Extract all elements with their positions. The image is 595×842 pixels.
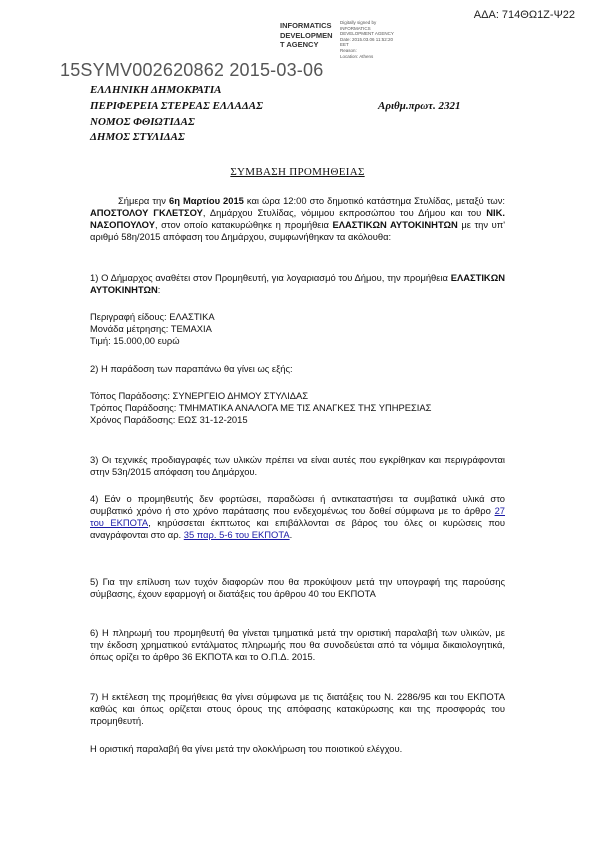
clause-4 <box>90 493 505 541</box>
spec-unit: Μονάδα μέτρησης: ΤΕΜΑΧΙΑ <box>90 323 212 334</box>
clause-1 <box>90 272 505 296</box>
intro-paragraph <box>90 195 505 243</box>
document-title: ΣΥΜΒΑΣΗ ΠΡΟΜΗΘΕΙΑΣ <box>230 166 365 178</box>
clause-6: 6) Η πληρωμή του προμηθευτή θα γίνεται τμηματικά μετά την οριστική παραλαβή των υλικών, με την έκδοση χρηματικού εντάλματος πληρωμής που θα συνοδεύεται από τα νόμιμα δικαιολογητικά, όπως ορίζει το άρθρο 36 ΕΚΠΟΤΑ και το Ο.Π.Δ. 2015. <box>90 627 505 662</box>
clause-7: 7) Η εκτέλεση της προμήθειας θα γίνει σύμφωνα με τις διατάξεις του Ν. 2286/95 και του ΕΚΠΟΤΑ καθώς και όπως ορίζεται στους όρους της απόφασης κατακύρωσης και της προσφοράς του προμηθευτή. <box>90 691 505 726</box>
header-prefecture: ΝΟΜΟΣ ΦΘΙΩΤΙΔΑΣ <box>90 116 195 128</box>
ada-code: ΑΔΑ: 714ΘΩ1Ζ-Ψ22 <box>473 9 575 21</box>
mayor-name: ΑΠΟΣΤΟΛΟΥ ΓΚΛΕΤΣΟΥ <box>90 207 203 218</box>
signature-org-line: T AGENCY <box>280 40 319 49</box>
signature-detail: Location: Athens <box>340 53 374 59</box>
signature-detail: Reason: <box>340 47 357 53</box>
link-article-27[interactable]: 27 του ΕΚΠΟΤΑ <box>90 505 505 528</box>
signature-detail: Date: 2015.03.06 11:52:20 <box>340 36 393 42</box>
intro-text: και ώρα 12:00 στο δημοτικό κατάστημα Στυλίδας, μεταξύ των: <box>243 195 505 206</box>
link-article-35[interactable]: 35 παρ. 5-6 του ΕΚΠΟΤΑ <box>183 529 290 540</box>
item-name: ΕΛΑΣΤΙΚΩΝ ΑΥΤΟΚΙΝΗΤΩΝ <box>332 219 458 230</box>
signature-org-line: DEVELOPMEN <box>280 30 333 40</box>
spec-description: Περιγραφή είδους: ΕΛΑΣΤΙΚΑ <box>90 311 215 322</box>
header-republic: ΕΛΛΗΝΙΚΗ ΔΗΜΟΚΡΑΤΙΑ <box>90 84 222 96</box>
signature-org <box>280 21 338 50</box>
contract-date: 6η Μαρτίου 2015 <box>168 195 244 206</box>
header-region: ΠΕΡΙΦΕΡΕΙΑ ΣΤΕΡΕΑΣ ΕΛΛΑΔΑΣ <box>90 100 263 112</box>
clause-2: 2) Η παράδοση των παραπάνω θα γίνει ως εξής: <box>90 363 293 374</box>
clause-text: 4) Εάν ο προμηθευτής δεν φορτώσει, παραδώσει ή αντικαταστήσει τα συμβατικά υλικά στο συμβατικό χρόνο ή στο χρόνο παράτασης που ενδεχομένως του δοθεί σύμφωνα με το άρθρο <box>90 493 505 516</box>
signature-detail: Digitally signed by <box>340 20 377 25</box>
signature-org-line: INFORMATICS <box>280 21 332 30</box>
spec-price: Τιμή: 15.000,00 ευρώ <box>90 335 180 346</box>
delivery-method: Τρόπος Παράδοσης: ΤΜΗΜΑΤΙΚΑ ΑΝΑΛΟΓΑ ΜΕ ΤΙΣ ΑΝΑΓΚΕΣ ΤΗΣ ΥΠΗΡΕΣΙΑΣ <box>90 402 432 413</box>
signature-details <box>340 20 420 59</box>
specs-block <box>90 311 505 347</box>
intro-text: , Δημάρχου Στυλίδας, νόμιμου εκπροσώπου του Δήμου και του <box>202 207 487 218</box>
signature-detail: DEVELOPMENT AGENCY <box>340 31 394 37</box>
clause-3: 3) Οι τεχνικές προδιαγραφές των υλικών πρέπει να είναι αυτές που εγκρίθηκαν και περιγράφονται στην 53η/2015 απόφαση του Δημάρχου. <box>90 454 505 477</box>
signature-detail: EET <box>340 42 349 48</box>
clause-text: : <box>157 284 161 295</box>
intro-text: Σήμερα την <box>118 195 169 206</box>
registry-stamp: 15SYMV002620862 2015-03-06 <box>60 60 324 80</box>
item-name: ΕΛΑΣΤΙΚΩΝ ΑΥΤΟΚΙΝΗΤΩΝ <box>90 272 505 295</box>
delivery-block <box>90 390 505 426</box>
signature-detail: INFORMATICS <box>340 25 371 31</box>
clause-text: . <box>289 529 293 540</box>
supplier-name: ΝΙΚ. ΝΑΣΟΠΟΥΛΟΥ <box>90 207 505 230</box>
final-statement: Η οριστική παραλαβή θα γίνει μετά την ολοκλήρωση του ποιοτικού ελέγχου. <box>90 743 403 754</box>
clause-text: , κηρύσσεται έκπτωτος και επιβάλλονται σε βάρος του όλες οι κυρώσεις που αναγράφονται στο αρ. <box>90 517 505 540</box>
delivery-place: Τόπος Παράδοσης: ΣΥΝΕΡΓΕΙΟ ΔΗΜΟΥ ΣΤΥΛΙΔΑΣ <box>90 390 309 401</box>
clause-5: 5) Για την επίλυση των τυχόν διαφορών που θα προκύψουν μετά την υπογραφή της παρούσης σύμβασης, έχουν εφαρμογή οι διατάξεις του άρθρου 40 του ΕΚΠΟΤΑ <box>90 576 505 599</box>
intro-text: , στον οποίο κατακυρώθηκε η προμήθεια <box>154 219 333 230</box>
clause-text: 1) Ο Δήμαρχος αναθέτει στον Προμηθευτή, για λογαριασμό του Δήμου, την προμήθεια <box>90 272 451 283</box>
intro-text: με την υπ' αριθμό 58η/2015 απόφαση του Δημάρχου, συμφωνήθηκαν τα ακόλουθα: <box>90 219 506 242</box>
header-municipality: ΔΗΜΟΣ ΣΤΥΛΙΔΑΣ <box>90 131 185 143</box>
protocol-number: Αριθμ.πρωτ. 2321 <box>378 100 461 112</box>
delivery-time: Χρόνος Παράδοσης: ΕΩΣ 31-12-2015 <box>90 414 248 425</box>
